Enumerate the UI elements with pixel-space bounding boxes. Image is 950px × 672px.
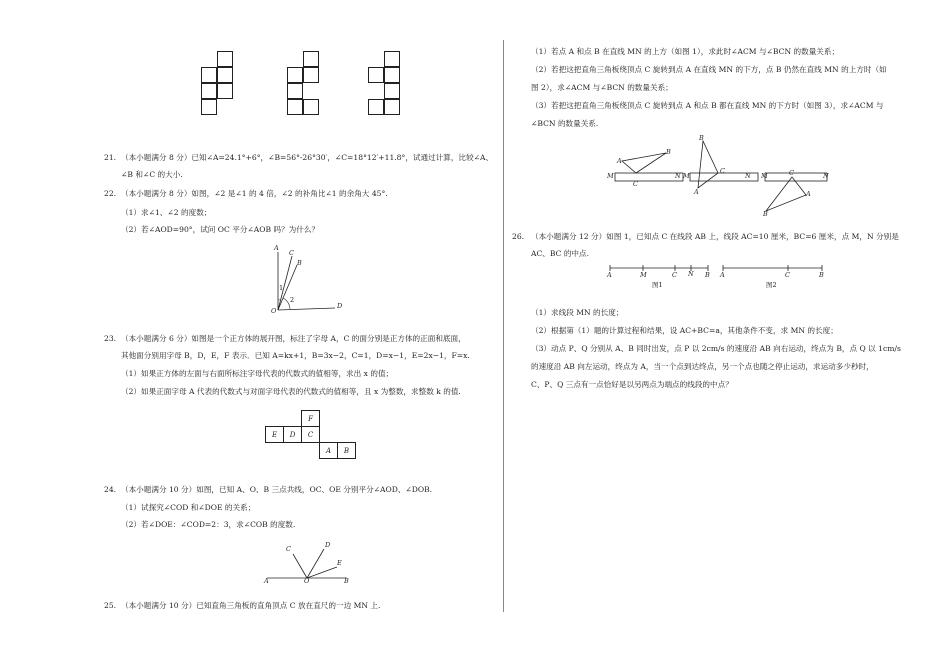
q21-text-line2: ∠B 和∠C 的大小. <box>121 170 183 179</box>
ray-od <box>278 308 335 310</box>
q26-sub1: （1）求线段 MN 的长度； <box>531 308 624 317</box>
face-c: C <box>302 427 320 443</box>
q22-text: （本小题满分 8 分）如图，∠2 是∠1 的 4 倍，∠2 的补角比∠1 的余角大 45°. <box>121 189 388 198</box>
column-divider <box>503 40 504 612</box>
label-a: A <box>274 244 279 252</box>
q24-number: 24. <box>104 485 117 494</box>
fig1-label-b: B <box>705 271 710 279</box>
fig1-label-n: N <box>675 172 681 180</box>
face-e: E <box>266 427 284 443</box>
net-cell <box>303 99 319 115</box>
q23-text-line1: （本小题满分 6 分）如图是一个正方体的展开图，标注了字母 A，C 的面分别是正方体的正面和底面， <box>121 334 466 343</box>
fig2-label-n: N <box>745 172 751 180</box>
q24-sub1: （1）试探究∠COD 和∠DOE 的关系； <box>121 503 256 512</box>
label-angle-2: 2 <box>290 296 295 304</box>
label-c: C <box>289 249 294 257</box>
label-b: B <box>297 259 302 267</box>
ray-oe <box>307 567 337 578</box>
net-cell <box>287 83 303 99</box>
q26-text-line1: （本小题满分 12 分）如图 1，已知点 C 在线段 AB 上，线段 AC=10 厘米，BC=6 厘米，点 M，N 分别是 <box>531 232 899 241</box>
fig2-label-m: M <box>683 172 690 180</box>
q26-number: 26. <box>512 232 525 241</box>
q25-text: （本小题满分 10 分）已知直角三角板的直角顶点 C 放在直尺的一边 MN 上. <box>121 601 381 610</box>
face-f: F <box>302 411 320 427</box>
fig1-label-b: B <box>666 148 671 156</box>
net-cell <box>303 67 319 83</box>
label-d: D <box>325 541 331 549</box>
ruler-3 <box>765 173 827 181</box>
q23-sub1: （1）如果正方体的左面与右面所标注字母代表的代数式的值相等，求出 x 的值； <box>121 369 394 378</box>
face-a: A <box>320 443 338 459</box>
net-cell <box>384 99 400 115</box>
label-angle-1: 1 <box>279 284 284 292</box>
q25-sub3-line2: ∠BCN 的数量关系. <box>531 119 599 128</box>
label-d: D <box>337 302 343 310</box>
fig2-caption: 图2 <box>766 281 777 289</box>
label-a: A <box>264 577 269 585</box>
q25-sub1: （1）若点 A 和点 B 在直线 MN 的上方（如图 1），求此时∠ACM 与∠BCN 的数量关系； <box>531 47 840 56</box>
net-cell <box>217 67 233 83</box>
q26-sub3-line3: C、P、Q 三点有一点恰好是以另两点为端点的线段的中点？ <box>531 380 733 389</box>
net-cell <box>384 83 400 99</box>
q25-triangle-figures <box>608 133 833 223</box>
q26-sub3-line2: 的速度沿 AB 向左运动，终点为 A，当一个点到达终点，另一个点也随之停止运动，求运动多少秒时， <box>531 362 874 371</box>
net-cell <box>217 83 233 99</box>
fig2-label-a: A <box>694 188 699 196</box>
q22-sub1: （1）求∠1、∠2 的度数； <box>121 208 212 217</box>
q25-sub3-line1: （3）若把这把直角三角板绕顶点 C 旋转到点 A 和点 B 都在直线 MN 的下方时（如图 3），求∠ACM 与 <box>531 101 884 110</box>
q22-number: 22. <box>104 189 117 198</box>
fig1-label-n: N <box>688 270 694 278</box>
label-b: B <box>344 577 349 585</box>
q25-number: 25. <box>104 601 117 610</box>
fig3-label-n: N <box>823 172 829 180</box>
ray-od <box>307 549 324 578</box>
label-o: O <box>271 307 277 315</box>
fig2-label-c: C <box>720 167 725 175</box>
q24-text: （本小题满分 10 分）如图，已知 A、O、B 三点共线，OC、OE 分别平分∠AOD、∠DOB. <box>121 485 433 494</box>
angle-2-arc <box>283 298 290 309</box>
q26-sub3-line1: （3）动点 P、Q 分别从 A、B 同时出发，点 P 以 2cm/s 的速度沿 AB 向右运动，终点为 B，点 Q 以 1cm/s <box>531 344 901 353</box>
q23-text-line2: 其他面分别用字母 B，D，E，F 表示．已知 A=kx+1，B=3x−2，C=1，D=x−1，E=2x−1，F=x. <box>121 351 470 360</box>
label-e: E <box>337 559 342 567</box>
q26-sub2: （2）根据第（1）题的计算过程和结果，设 AC+BC=a，其他条件不变，求 MN 的长度； <box>531 326 838 335</box>
net-cell <box>303 51 319 67</box>
q21-text-line1: （本小题满分 8 分）已知∠A=24.1°+6°，∠B=56°-26°30′，∠C=18°12′+11.8°，试通过计算，比较∠A、 <box>121 153 494 162</box>
q23-cube-net <box>265 410 356 459</box>
fig3-label-m: M <box>761 172 768 180</box>
face-b: B <box>338 443 356 459</box>
fig1-label-c: C <box>672 271 677 279</box>
q24-sub2: （2）若∠DOE：∠COD=2：3，求∠COB 的度数. <box>121 520 296 529</box>
triangle-3 <box>766 177 806 211</box>
q25-sub2-line2: 图 2），求∠ACM 与∠BCN 的数量关系； <box>531 83 673 92</box>
fig1-label-m: M <box>640 271 647 279</box>
net-cell <box>368 99 384 115</box>
fig1-label-c: C <box>633 180 638 188</box>
q26-text-line2: AC、BC 的中点. <box>531 249 590 258</box>
fig1-label-m: M <box>607 172 614 180</box>
fig3-label-b: B <box>763 210 768 218</box>
fig1-label-a: A <box>617 157 622 165</box>
fig1-caption: 图1 <box>652 281 663 289</box>
fig1-label-a: A <box>607 271 612 279</box>
q22-sub2: （2）若∠AOD=90°，试问 OC 平分∠AOB 吗？为什么？ <box>121 225 320 234</box>
ruler-1 <box>615 173 683 181</box>
net-cell <box>287 67 303 83</box>
net-cell <box>384 51 400 67</box>
face-d: D <box>284 427 302 443</box>
net-cell <box>287 99 303 115</box>
q25-sub2-line1: （2）若把这把直角三角板绕顶点 C 旋转到点 A 在直线 MN 的下方，点 B 仍然在直线 MN 的上方时（如 <box>531 65 887 74</box>
net-cell <box>384 67 400 83</box>
fig2-label-b: B <box>819 271 824 279</box>
q23-number: 23. <box>104 334 117 343</box>
net-cell <box>201 67 217 83</box>
net-cell <box>201 83 217 99</box>
fig2-label-c: C <box>785 271 790 279</box>
label-o: O <box>304 577 310 585</box>
label-c: C <box>286 545 291 553</box>
fig2-label-b: B <box>699 134 704 142</box>
ray-oc <box>293 554 307 578</box>
fig3-label-c: C <box>789 169 794 177</box>
triangle-1 <box>622 153 666 173</box>
q21-number: 21. <box>104 153 117 162</box>
net-cell <box>217 51 233 67</box>
net-cell <box>368 67 384 83</box>
fig2-label-a: A <box>720 271 725 279</box>
fig3-label-a: A <box>806 190 811 198</box>
q23-sub2: （2）如果正面字母 A 代表的代数式与对面字母代表的代数式的值相等，且 x 为整数，求整数 k 的值. <box>121 387 461 396</box>
net-cell <box>201 99 217 115</box>
